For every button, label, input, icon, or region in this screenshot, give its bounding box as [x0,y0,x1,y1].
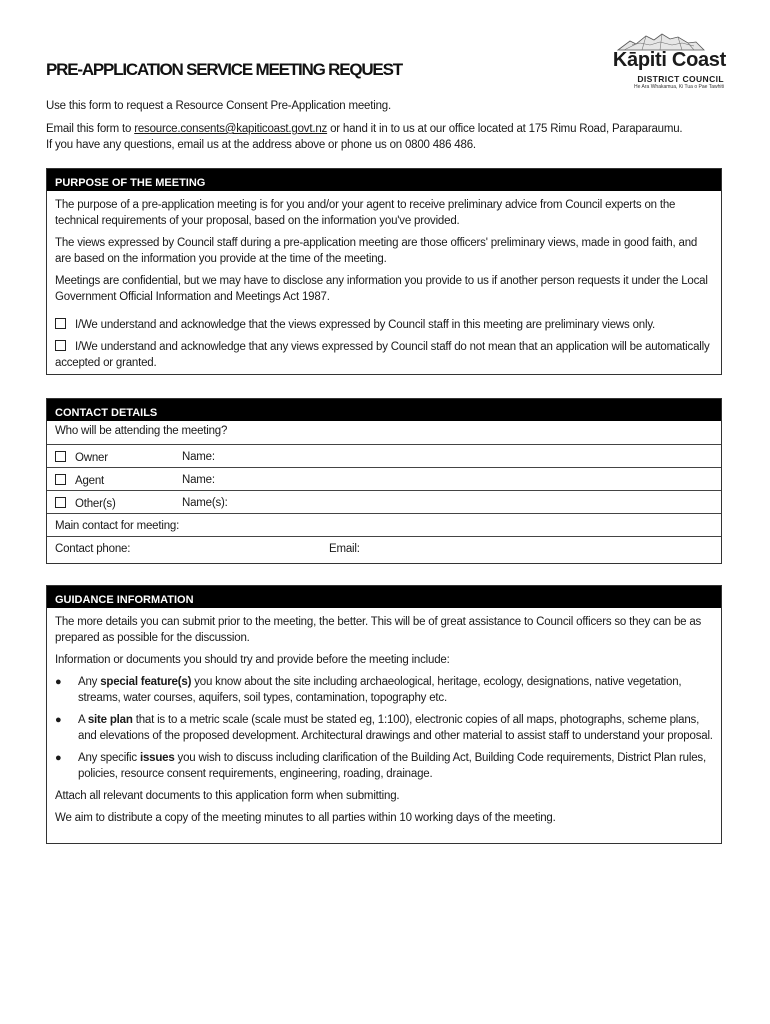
acknowledgement-1 [55,317,713,333]
guidance-heading: GUIDANCE INFORMATION [47,586,721,608]
contact-email-field[interactable]: Email: [329,543,360,555]
others-names-field[interactable]: Name(s): [182,497,228,509]
intro-line-3: If you have any questions, email us at the address above or phone us on 0800 486 486. [46,139,476,151]
others-checkbox[interactable] [55,497,66,508]
list-item [55,712,713,744]
purpose-section [46,168,722,375]
guidance-paragraph-3: Attach all relevant documents to this application form when submitting. [55,790,400,802]
purpose-body [47,191,721,371]
agent-label: Agent [75,475,105,487]
list-item-text: that is to a metric scale (scale must be stated eg, 1:100), electronic copies of all maps, photographs, scheme plans, and elevations of the proposed development. Architectural drawings and other material to assist staff to understand your proposal. [78,714,713,742]
main-contact-field[interactable]: Main contact for meeting: [55,520,180,532]
list-item-text: A [78,714,88,726]
acknowledgement-1-label: I/We understand and acknowledge that the views expressed by Council staff in this meeting are preliminary views only. [75,319,656,331]
guidance-section [46,585,722,844]
bullet-icon: ● [55,752,62,764]
agent-row [47,467,721,490]
attendees-question: Who will be attending the meeting? [55,425,228,437]
logo-name: Kāpiti Coast [612,49,726,71]
owner-name-field[interactable]: Name: [182,451,215,463]
intro-email-prefix: Email this form to [46,123,135,135]
guidance-list [55,674,713,782]
list-item [55,750,713,782]
email-link[interactable]: resource.consents@kapiticoast.govt.nz [134,123,328,135]
intro-email-suffix: or hand it in to us at our office located at 175 Rimu Road, Paraparaumu. [327,123,683,135]
others-row [47,490,721,513]
list-item [55,674,713,706]
list-item-text: you know about the site including archaeological, heritage, ecology, designations, native vegetation, streams, water courses, aquifers, soil types, contamination, topography etc. [78,676,682,704]
others-label: Other(s) [75,498,116,510]
owner-label: Owner [75,452,108,464]
agent-name-field[interactable]: Name: [182,474,215,486]
purpose-heading: PURPOSE OF THE MEETING [47,169,721,191]
contact-phone-field[interactable]: Contact phone: [55,543,131,555]
agent-option [55,474,104,487]
acknowledgement-2-checkbox[interactable] [55,340,66,351]
council-logo [594,33,726,91]
acknowledgement-1-checkbox[interactable] [55,318,66,329]
purpose-paragraph-1: The purpose of a pre-application meeting is for you and/or your agent to receive preliminary advice from Council experts on the technical requirements of your proposal, based on the information you've provided. [55,199,676,227]
guidance-body [47,608,721,826]
purpose-paragraph-3: Meetings are confidential, but we may have to disclose any information you provide to us if another person requests it under the Local Government Official Information and Meetings Act 1987. [55,275,708,303]
acknowledgement-2-label: I/We understand and acknowledge that any views expressed by Council staff do not mean that an application will be automatically accepted or granted. [55,341,710,369]
page-title: PRE-APPLICATION SERVICE MEETING REQUEST [46,60,402,79]
logo-subtitle: DISTRICT COUNCIL [637,74,724,84]
owner-checkbox[interactable] [55,451,66,462]
guidance-paragraph-2: Information or documents you should try and provide before the meeting include: [55,654,450,666]
phone-email-row [47,536,721,559]
list-item-keyword: issues [139,752,175,764]
agent-checkbox[interactable] [55,474,66,485]
guidance-paragraph-4: We aim to distribute a copy of the meeting minutes to all parties within 10 working days of the meeting. [55,812,556,824]
contact-heading: CONTACT DETAILS [47,399,721,421]
attendees-question-row [47,421,721,444]
intro-email-line [46,121,682,137]
list-item-text: you wish to discuss including clarification of the Building Act, Building Code requirements, District Plan rules, policies, resource consent requirements, engineering, roading, drainage. [78,752,706,780]
contact-section [46,398,722,564]
list-item-text: Any [78,676,101,688]
intro-line-1: Use this form to request a Resource Consent Pre-Application meeting. [46,100,391,112]
acknowledgement-2 [55,339,713,371]
bullet-icon: ● [55,676,62,688]
others-option [55,497,116,510]
guidance-paragraph-1: The more details you can submit prior to the meeting, the better. This will be of great assistance to Council officers so they can be as prepared as possible for the discussion. [55,616,702,644]
list-item-keyword: site plan [87,714,133,726]
list-item-keyword: special feature(s) [100,676,192,688]
main-contact-row [47,513,721,536]
owner-option [55,451,108,464]
owner-row [47,444,721,467]
purpose-paragraph-2: The views expressed by Council staff during a pre-application meeting are those officers' preliminary views, made in good faith, and are based on the information you provide at the time of the meeting. [55,237,698,265]
bullet-icon: ● [55,714,62,726]
logo-tagline: He Ara Whakamua, Ki Tua o Pae Tawhiti [634,84,724,90]
list-item-text: Any specific [78,752,140,764]
